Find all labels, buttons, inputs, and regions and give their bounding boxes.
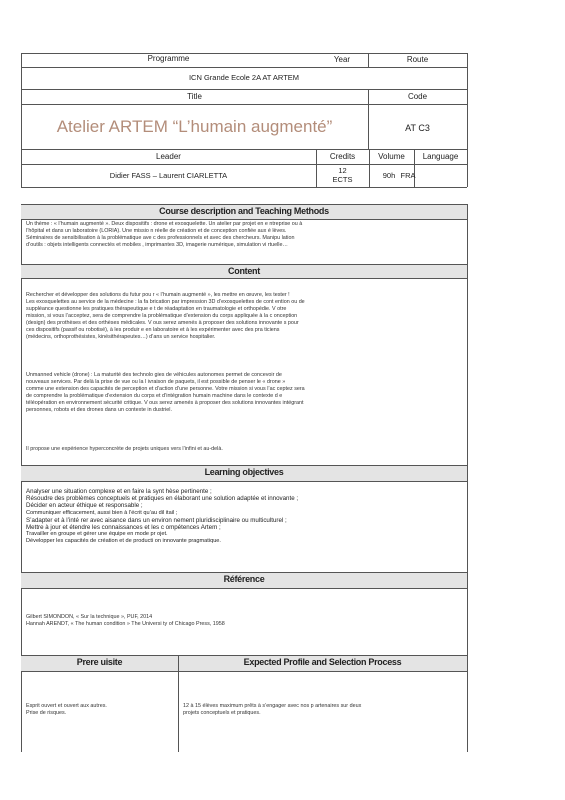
list-item: Mettre à jour et étendre les connaissances et les c ompétences Artem ; — [26, 524, 221, 532]
list-item: Travailler en groupe et gérer une équipe en mode pr ojet. — [26, 531, 168, 538]
text-line: l’hôpital et dans un laboratoire (LORIA). Une missio n réelle de création et de conception confiée aux é lèves. — [26, 228, 287, 234]
prerequisite-text — [26, 703, 176, 717]
text-line: mission, si vous l’acceptez, sera de comprendre la problématique d’extension du corps appliquée à la c onception — [26, 313, 298, 319]
text-line: téléopération en environnement sécurité critique. V ous serez amenés à proposer des solutions innovantes intégrant — [26, 400, 304, 406]
expected-profile-heading: Expected Profile and Selection Process — [243, 657, 402, 667]
list-item: Analyser une situation complexe et en faire la synt hèse pertinente ; — [26, 488, 212, 495]
text-line: Séminaires de sensibilisation à la problématique ave c des professionnels et avec des chercheurs. Manipu lation — [26, 235, 295, 241]
expected-profile-text — [183, 703, 463, 717]
text-line: Les exosquelettes au service de la médecine : la fa brication par impression 3D d’exosquelettes de cont ention ou de — [26, 299, 305, 305]
content-paragraph-1 — [26, 292, 462, 341]
leader-label: Leader — [156, 152, 181, 161]
text-line: Rechercher et développer des solutions du futur pou r « l’humain augmenté », les mettre en œuvre, les tester ! — [26, 292, 290, 298]
reference-list — [26, 614, 462, 628]
list-item: Développer les capacités de création et de producti on innovante pragmatique. — [26, 538, 221, 545]
text-line: nouveaux services. Par delà la prise de vue ou la l ivraison de paquets, il est possible de penser le « drone » — [26, 379, 286, 385]
language-label: Language — [422, 152, 459, 161]
learning-objectives-list — [26, 488, 462, 546]
programme-value: ICN Grande Ecole 2A AT ARTEM — [188, 73, 300, 82]
learning-objectives-heading: Learning objectives — [204, 467, 284, 477]
text-line: personnes, robots et des drones dans un contexte in dustriel. — [26, 407, 172, 413]
route-label: Route — [406, 55, 429, 64]
prerequisite-heading: Prere uisite — [76, 657, 123, 667]
list-item: Communiquer efficacement, aussi bien à l’écrit qu’au dil itail ; — [26, 509, 178, 516]
text-line: de comprendre la problématique d’extension du corps et d’intégration humain machine dans le contexte d e — [26, 393, 283, 399]
language-value: FRA — [400, 171, 416, 180]
course-title: Atelier ARTEM “L’humain augmenté” — [56, 117, 333, 136]
list-item: Hannah ARENDT, « The human condition » The Universi ty of Chicago Press, 1958 — [26, 621, 225, 627]
title-label: Title — [187, 92, 202, 101]
content-paragraph-2 — [26, 372, 462, 414]
text-line: projets conceptuels et pratiques. — [183, 710, 261, 716]
list-item: Décider en acteur éthique et responsable ; — [26, 502, 143, 510]
text-line: suppléance questionne les pratiques thérapeutique e t de réadaptation en traumatologie et orthopédie. V otre — [26, 306, 287, 312]
text-line: Esprit ouvert et ouvert aux autres. — [26, 703, 107, 709]
text-line: comme une extension des capacités de perception et d’action d’une personne. Votre mission si vous l’ac ceptez sera — [26, 386, 305, 392]
content-paragraph-3 — [26, 446, 462, 453]
credits-label: Credits — [329, 152, 356, 161]
credits-value: 12 — [338, 166, 347, 175]
text-line: Prise de risques. — [26, 710, 67, 716]
text-line: d’outils : objets intelligents connectés et mobiles , imprimantes 3D, imagerie numérique, simulation vi rtuelle… — [26, 242, 288, 248]
programme-label: Programme — [147, 54, 190, 63]
reference-heading: Référence — [223, 574, 265, 584]
content-heading: Content — [228, 266, 260, 276]
leader-value: Didier FASS – Laurent CIARLETTA — [109, 171, 228, 180]
list-item: Résoudre des problèmes conceptuels et pratiques en élaborant une solution adaptée et innovante ; — [26, 495, 299, 503]
volume-value: 90h — [382, 171, 396, 180]
list-item: S’adapter et à l’inté rer avec aisance dans un environ nement pluridisciplinaire ou multiculturel ; — [26, 516, 287, 524]
text-line: ces dispositifs (passif ou robotisé), à les produir e en laboratoire et à les expérimenter avec des pra ticiens — [26, 327, 280, 333]
text-line: Un thème : « l’humain augmenté ». Deux dispositifs : drone et exosquelette. Un atelier par projet en e ntreprise ou à — [26, 221, 303, 227]
list-item: Gilbert SIMONDON, « Sur la technique », PUF, 2014 — [26, 614, 153, 620]
code-value: AT C3 — [405, 123, 430, 133]
credits-unit: ECTS — [332, 175, 353, 184]
text-line: (design) des prothèses et des orthèses médicales. V ous serez amenés à proposer des solutions innovante s pour — [26, 320, 299, 326]
text-line: Il propose une expérience hyperconcrète de projets uniques vers l’infini et au-delà. — [26, 446, 223, 452]
code-label: Code — [407, 92, 428, 101]
year-label: Year — [333, 55, 351, 64]
volume-label: Volume — [378, 152, 405, 161]
course-description-heading: Course description and Teaching Methods — [159, 206, 329, 216]
text-line: Unmanned vehicle (drone) : La maturité des technolo gies de véhicules autonomes permet de concevoir de — [26, 372, 282, 378]
text-line: 12 à 15 élèves maximum prêts à s’engager avec nos p artenaires sur deux — [183, 703, 362, 709]
course-description-text — [26, 221, 462, 249]
text-line: (médecins, orthoprothésistes, kinésithérapeutes…) d’ans un service hospitalier. — [26, 334, 216, 340]
